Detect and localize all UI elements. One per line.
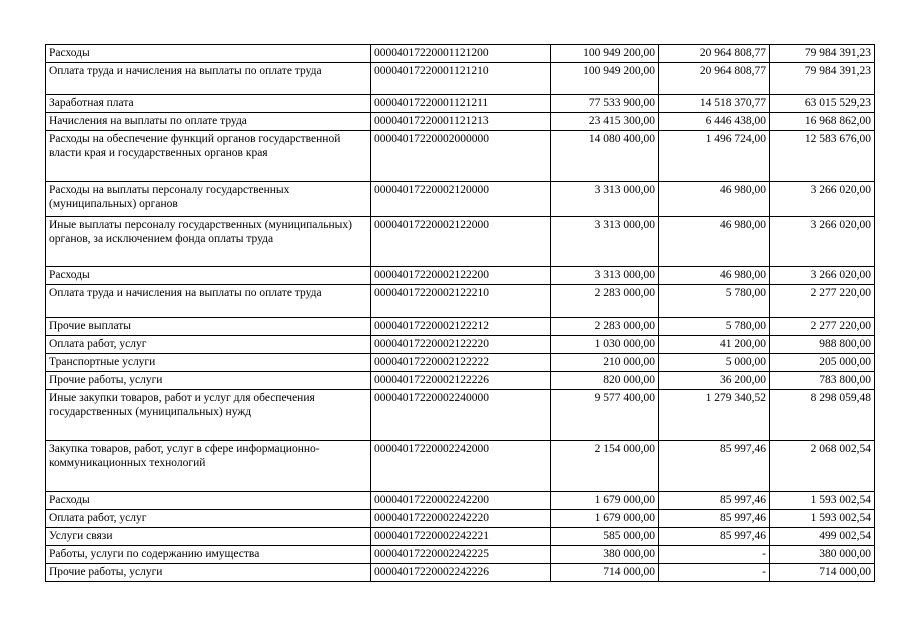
cell-name: Расходы на обеспечение функций органов государственной власти края и государственных органов края xyxy=(46,131,371,182)
cell-rest: 16 968 862,00 xyxy=(770,113,875,131)
cell-done: 46 980,00 xyxy=(659,182,770,217)
cell-code: 00004017220001121213 xyxy=(371,113,551,131)
cell-code: 00004017220001121210 xyxy=(371,63,551,95)
cell-done: 6 446 438,00 xyxy=(659,113,770,131)
cell-plan: 9 577 400,00 xyxy=(551,390,659,441)
table-row xyxy=(46,336,875,354)
table-row xyxy=(46,390,875,441)
cell-plan: 1 030 000,00 xyxy=(551,336,659,354)
cell-plan: 2 283 000,00 xyxy=(551,285,659,318)
cell-done: 5 780,00 xyxy=(659,318,770,336)
cell-plan: 380 000,00 xyxy=(551,546,659,564)
table-row xyxy=(46,492,875,510)
cell-rest: 2 068 002,54 xyxy=(770,441,875,492)
cell-rest: 988 800,00 xyxy=(770,336,875,354)
table-row xyxy=(46,217,875,267)
cell-name: Закупка товаров, работ, услуг в сфере информационно-коммуникационных технологий xyxy=(46,441,371,492)
cell-plan: 100 949 200,00 xyxy=(551,45,659,63)
cell-code: 00004017220002242000 xyxy=(371,441,551,492)
budget-table xyxy=(45,44,875,582)
cell-plan: 14 080 400,00 xyxy=(551,131,659,182)
table-row xyxy=(46,45,875,63)
cell-code: 00004017220002120000 xyxy=(371,182,551,217)
cell-done: 20 964 808,77 xyxy=(659,63,770,95)
cell-done: 46 980,00 xyxy=(659,267,770,285)
cell-plan: 3 313 000,00 xyxy=(551,267,659,285)
table-row xyxy=(46,131,875,182)
budget-table-body xyxy=(46,45,875,582)
table-row xyxy=(46,510,875,528)
cell-plan: 714 000,00 xyxy=(551,564,659,582)
cell-code: 00004017220002242226 xyxy=(371,564,551,582)
cell-plan: 2 283 000,00 xyxy=(551,318,659,336)
cell-done: 1 496 724,00 xyxy=(659,131,770,182)
cell-name: Прочие работы, услуги xyxy=(46,564,371,582)
cell-rest: 2 277 220,00 xyxy=(770,285,875,318)
table-row xyxy=(46,318,875,336)
cell-done: 46 980,00 xyxy=(659,217,770,267)
cell-done: 85 997,46 xyxy=(659,441,770,492)
cell-code: 00004017220002000000 xyxy=(371,131,551,182)
cell-rest: 1 593 002,54 xyxy=(770,510,875,528)
cell-code: 00004017220002122210 xyxy=(371,285,551,318)
cell-name: Работы, услуги по содержанию имущества xyxy=(46,546,371,564)
table-row xyxy=(46,372,875,390)
table-row xyxy=(46,441,875,492)
cell-name: Услуги связи xyxy=(46,528,371,546)
cell-plan: 820 000,00 xyxy=(551,372,659,390)
cell-code: 00004017220002242220 xyxy=(371,510,551,528)
table-row xyxy=(46,95,875,113)
cell-plan: 2 154 000,00 xyxy=(551,441,659,492)
cell-name: Прочие выплаты xyxy=(46,318,371,336)
cell-name: Иные закупки товаров, работ и услуг для обеспечения государственных (муниципальных) нужд xyxy=(46,390,371,441)
cell-done: 85 997,46 xyxy=(659,528,770,546)
cell-rest: 714 000,00 xyxy=(770,564,875,582)
cell-name: Оплата труда и начисления на выплаты по оплате труда xyxy=(46,285,371,318)
cell-code: 00004017220002242221 xyxy=(371,528,551,546)
cell-plan: 77 533 900,00 xyxy=(551,95,659,113)
cell-name: Иные выплаты персоналу государственных (муниципальных) органов, за исключением фонда оплаты труда xyxy=(46,217,371,267)
table-row xyxy=(46,528,875,546)
cell-done: 85 997,46 xyxy=(659,492,770,510)
cell-rest: 8 298 059,48 xyxy=(770,390,875,441)
cell-name: Оплата работ, услуг xyxy=(46,336,371,354)
cell-name: Заработная плата xyxy=(46,95,371,113)
cell-name: Транспортные услуги xyxy=(46,354,371,372)
cell-rest: 63 015 529,23 xyxy=(770,95,875,113)
cell-plan: 210 000,00 xyxy=(551,354,659,372)
cell-done: 41 200,00 xyxy=(659,336,770,354)
table-row xyxy=(46,546,875,564)
cell-done: 5 000,00 xyxy=(659,354,770,372)
cell-done: 36 200,00 xyxy=(659,372,770,390)
cell-rest: 3 266 020,00 xyxy=(770,217,875,267)
cell-code: 00004017220002122212 xyxy=(371,318,551,336)
cell-rest: 499 002,54 xyxy=(770,528,875,546)
cell-done: 5 780,00 xyxy=(659,285,770,318)
cell-name: Оплата труда и начисления на выплаты по оплате труда xyxy=(46,63,371,95)
cell-rest: 79 984 391,23 xyxy=(770,45,875,63)
table-row xyxy=(46,564,875,582)
table-row xyxy=(46,285,875,318)
table-row xyxy=(46,182,875,217)
cell-plan: 3 313 000,00 xyxy=(551,182,659,217)
table-row xyxy=(46,63,875,95)
cell-rest: 3 266 020,00 xyxy=(770,267,875,285)
cell-done: 20 964 808,77 xyxy=(659,45,770,63)
cell-done: 14 518 370,77 xyxy=(659,95,770,113)
cell-rest: 205 000,00 xyxy=(770,354,875,372)
cell-done: 1 279 340,52 xyxy=(659,390,770,441)
cell-name: Расходы xyxy=(46,492,371,510)
table-row xyxy=(46,354,875,372)
cell-done: - xyxy=(659,546,770,564)
cell-name: Расходы xyxy=(46,45,371,63)
table-row xyxy=(46,267,875,285)
cell-name: Оплата работ, услуг xyxy=(46,510,371,528)
cell-name: Расходы xyxy=(46,267,371,285)
cell-rest: 3 266 020,00 xyxy=(770,182,875,217)
cell-name: Расходы на выплаты персоналу государственных (муниципальных) органов xyxy=(46,182,371,217)
table-row xyxy=(46,113,875,131)
cell-code: 00004017220002242200 xyxy=(371,492,551,510)
cell-done: 85 997,46 xyxy=(659,510,770,528)
cell-plan: 1 679 000,00 xyxy=(551,492,659,510)
cell-code: 00004017220002122222 xyxy=(371,354,551,372)
cell-name: Начисления на выплаты по оплате труда xyxy=(46,113,371,131)
cell-code: 00004017220002122200 xyxy=(371,267,551,285)
cell-name: Прочие работы, услуги xyxy=(46,372,371,390)
cell-plan: 3 313 000,00 xyxy=(551,217,659,267)
cell-plan: 100 949 200,00 xyxy=(551,63,659,95)
cell-plan: 1 679 000,00 xyxy=(551,510,659,528)
cell-rest: 1 593 002,54 xyxy=(770,492,875,510)
cell-rest: 12 583 676,00 xyxy=(770,131,875,182)
cell-plan: 585 000,00 xyxy=(551,528,659,546)
cell-code: 00004017220001121211 xyxy=(371,95,551,113)
cell-code: 00004017220002122220 xyxy=(371,336,551,354)
cell-code: 00004017220002122226 xyxy=(371,372,551,390)
cell-rest: 2 277 220,00 xyxy=(770,318,875,336)
cell-code: 00004017220002240000 xyxy=(371,390,551,441)
cell-code: 00004017220001121200 xyxy=(371,45,551,63)
cell-rest: 79 984 391,23 xyxy=(770,63,875,95)
cell-code: 00004017220002242225 xyxy=(371,546,551,564)
cell-plan: 23 415 300,00 xyxy=(551,113,659,131)
cell-rest: 380 000,00 xyxy=(770,546,875,564)
cell-code: 00004017220002122000 xyxy=(371,217,551,267)
cell-rest: 783 800,00 xyxy=(770,372,875,390)
cell-done: - xyxy=(659,564,770,582)
